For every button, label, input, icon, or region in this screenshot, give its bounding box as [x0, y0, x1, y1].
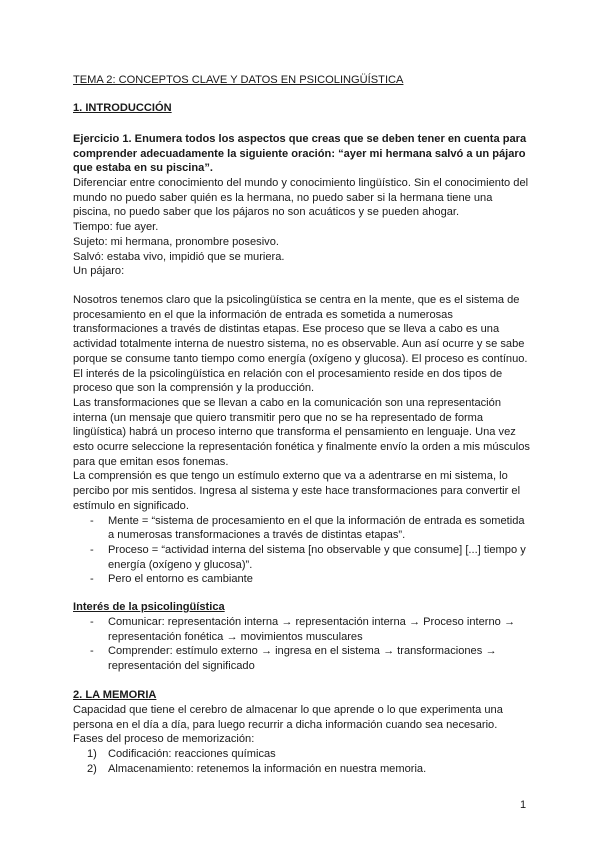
body-paragraph: Nosotros tenemos claro que la psicolingüística se centra en la mente, que es el sistema de procesamiento en el que la información de entrada es sometida a numerosas transformaciones a través de distintas etapas. Ese proceso que se lleva a cabo es una actividad totalmente interna de nuestro sistema, no es observable. Aun así ocurre y se sabe porque se consume tanto tiempo como energía (oxígeno y glucosa). El proceso es contínuo.	[73, 294, 528, 365]
phases-intro: Fases del proceso de memorización:	[73, 733, 255, 746]
interest-list-container	[73, 615, 533, 674]
list-item: 2) Almacenamiento: retenemos la información en nuestra memoria.	[87, 762, 427, 775]
list-item: - Proceso = “actividad interna del sistema [no observable y que consume] [...] tiempo y energía (oxígeno y glucosa)”.	[90, 543, 526, 571]
document-title: TEMA 2: CONCEPTOS CLAVE Y DATOS EN PSICOLINGÜÍSTICA	[73, 74, 404, 86]
phases-list	[73, 747, 533, 776]
memory-body	[73, 703, 533, 777]
answer-line: Tiempo: fue ayer.	[73, 221, 159, 234]
body-paragraph: La comprensión es que tengo un estímulo externo que va a adentrarse en mi sistema, lo percibo por mis sentidos. Ingresa al sistema y este hace transformaciones para convertir el estímulo en significado.	[73, 470, 521, 512]
list-item: 1) Codificación: reacciones químicas	[87, 748, 276, 761]
list-item: - Comunicar: representación interna → representación interna → Proceso interno → representación fonética → movimientos musculares	[90, 616, 515, 643]
exercise-1-answer	[73, 176, 533, 279]
list-item: - Comprender: estímulo externo → ingresa en el sistema → transformaciones → representación del significado	[90, 645, 497, 673]
answer-line: Salvó: estaba vivo, impidió que se muriera.	[73, 250, 285, 263]
section-1-heading: 1. INTRODUCCIÓN	[73, 102, 172, 114]
bullet-marker: -	[90, 514, 94, 527]
introduction-body	[73, 293, 533, 587]
bullet-marker: -	[90, 645, 94, 658]
body-paragraph: Capacidad que tiene el cerebro de almacenar lo que aprende o lo que experimenta una persona en el día a día, para luego recurrir a dicha información cuando sea necesario.	[73, 704, 503, 731]
definitions-list	[73, 514, 533, 588]
bullet-marker: -	[90, 543, 94, 556]
bullet-marker: -	[90, 616, 94, 628]
interest-list	[73, 615, 533, 674]
body-paragraph: El interés de la psicolingüística en relación con el procesamiento reside en dos tipos de proceso que son la comprensión y la producción.	[73, 367, 503, 395]
page-number: 1	[520, 799, 527, 811]
interest-heading: Interés de la psicolingüística	[73, 601, 225, 613]
bullet-marker: -	[90, 573, 94, 586]
list-item: - Pero el entorno es cambiante	[90, 573, 253, 586]
answer-line: Un pájaro:	[73, 265, 125, 278]
answer-line: Sujeto: mi hermana, pronombre posesivo.	[73, 235, 279, 248]
section-2-heading: 2. LA MEMORIA	[73, 689, 157, 701]
exercise-1-prompt: Ejercicio 1. Enumera todos los aspectos que creas que se deben tener en cuenta para comprender adecuadamente la siguiente oración: “ayer mi hermana salvó a un pájaro que estaba en su piscina”.	[73, 133, 527, 175]
answer-paragraph: Diferenciar entre conocimiento del mundo y conocimiento lingüístico. Sin el conocimiento del mundo no puedo saber quién es la hermana, no puedo saber si la hermana tiene una piscina, no puedo saber que los pájaros no son acuáticos y se pueden ahogar.	[73, 177, 529, 219]
list-item: - Mente = “sistema de procesamiento en el que la información de entrada es sometida a numerosas transformaciones a través de distintas etapas”.	[90, 514, 525, 542]
body-paragraph: Las transformaciones que se llevan a cabo en la comunicación son una representación interna (un mensaje que quiero transmitir pero que no se ha representado de forma lingüística) habrá un proceso interno que transforma el pensamiento en lenguaje. Una vez esto ocurre seleccione la representación fonética y finalmente envío la orden a mis músculos para que emitan esos fonemas.	[73, 396, 530, 468]
